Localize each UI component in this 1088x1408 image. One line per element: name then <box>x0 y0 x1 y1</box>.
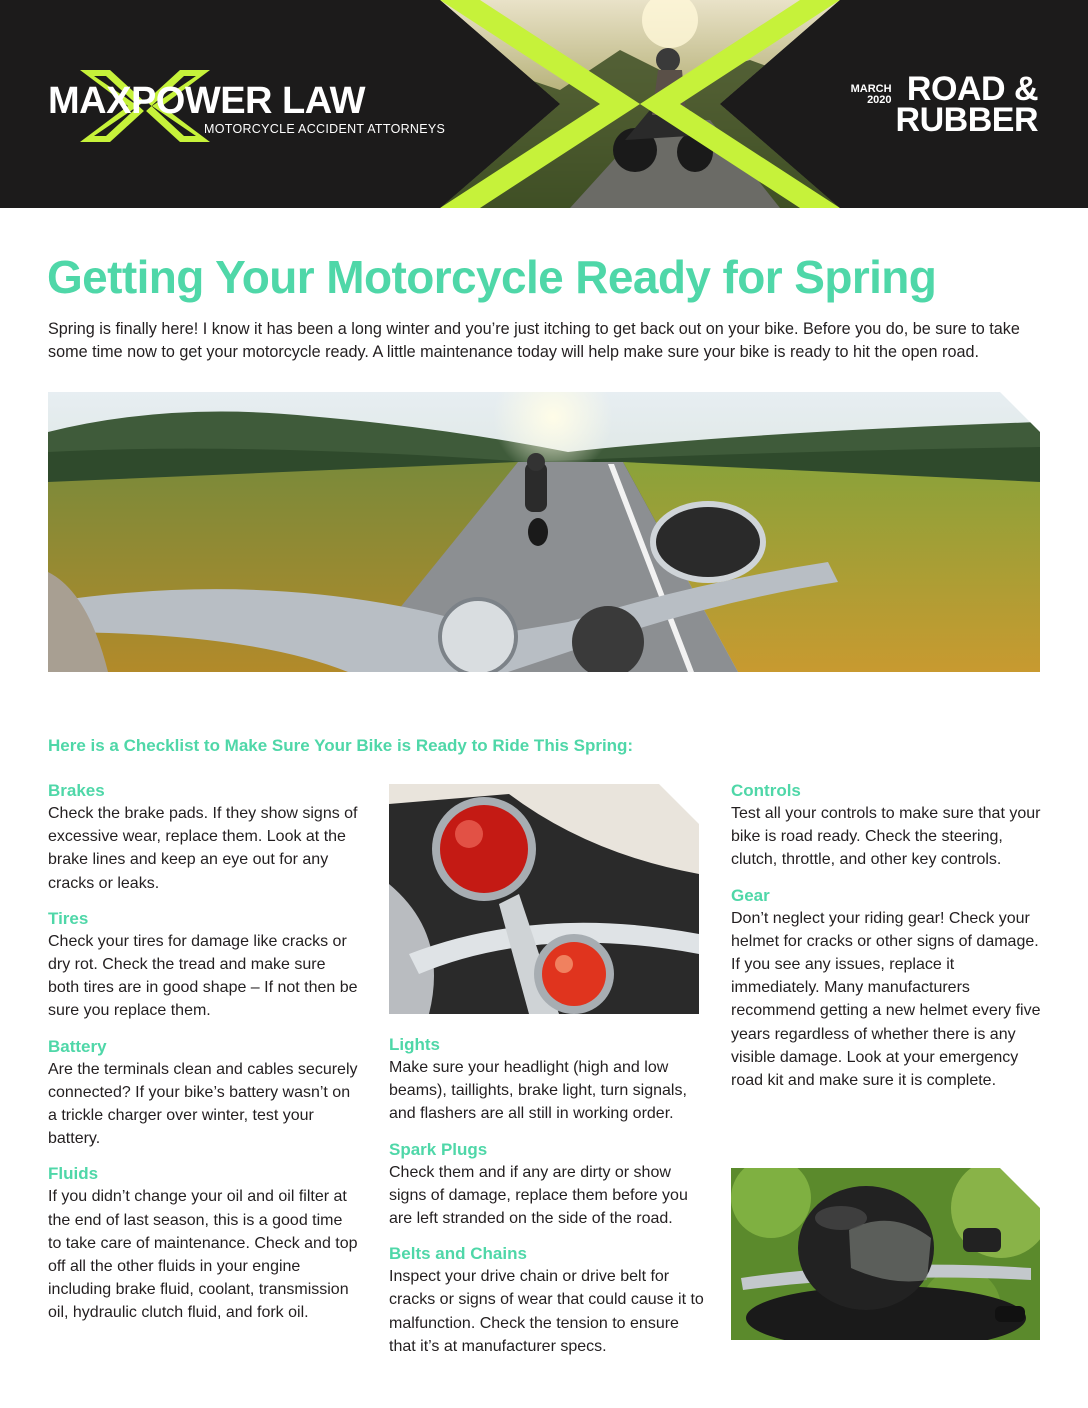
brand-logo[interactable] <box>48 68 446 144</box>
newsletter-masthead <box>850 70 1038 139</box>
item-body: Check your tires for damage like cracks or dry rot. Check the tread and make sure both tires are in good shape – If not then be sure you replace them. <box>48 932 358 1020</box>
item-body: Inspect your drive chain or drive belt for cracks or signs of wear that could cause it to malfunction. Check the tension to ensure that it’s at manufacturer specs. <box>389 1268 704 1355</box>
checklist-item-spark-plugs <box>389 1139 704 1231</box>
header-rider-photo <box>420 0 860 208</box>
checklist-item-belts-chains <box>389 1243 704 1358</box>
item-title: Belts and Chains <box>389 1244 527 1264</box>
issue-year: 2020 <box>867 94 892 106</box>
item-body: Make sure your headlight (high and low beams), taillights, brake light, turn signals, and flashers are all still in working order. <box>389 1059 687 1123</box>
taillight-illustration <box>389 784 699 1014</box>
page-title: Getting Your Motorcycle Ready for Spring <box>47 251 937 303</box>
newsletter-title-line1: ROAD & <box>906 70 1038 108</box>
issue-month: MARCH <box>850 83 892 95</box>
intro-paragraph: Spring is finally here! I know it has been a long winter and you’re just itching to get back out on your bike. Before you do, be sure to take some time now to get your motorcycle ready. A little maintenance today will help make sure your bike is ready to hit the open road. <box>48 320 1020 361</box>
checklist-column-right <box>731 780 1041 1105</box>
checklist-item-tires <box>48 908 360 1023</box>
logo-tagline: MOTORCYCLE ACCIDENT ATTORNEYS <box>204 122 446 136</box>
hero-road-photo <box>48 392 1040 672</box>
item-body: Don’t neglect your riding gear! Check your helmet for cracks or other signs of damage. If you see any issues, replace it immediately. Many manufacturers recommend getting a new helmet every five years regardless of whether there is any visible damage. Look at your emergency road kit and make sure it is complete. <box>731 909 1041 1090</box>
checklist-column-left <box>48 780 360 1338</box>
item-body: Are the terminals clean and cables securely connected? If your bike’s battery wasn’t on a trickle charger over winter, test your battery. <box>48 1060 358 1148</box>
item-title: Gear <box>731 885 770 905</box>
logo-wordmark: MAXPOWER LAW <box>48 80 365 122</box>
checklist-item-brakes <box>48 780 360 895</box>
item-title: Controls <box>731 781 801 800</box>
newsletter-title-line2: RUBBER <box>895 101 1038 139</box>
item-title: Lights <box>389 1035 440 1054</box>
checklist-heading: Here is a Checklist to Make Sure Your Bike is Ready to Ride This Spring: <box>48 736 634 755</box>
item-body: Test all your controls to make sure that your bike is road ready. Check the steering, clutch, throttle, and other key controls. <box>731 805 1041 869</box>
header-banner <box>0 0 1088 208</box>
taillight-photo <box>389 784 699 1014</box>
checklist-item-battery <box>48 1036 360 1151</box>
item-body: Check the brake pads. If they show signs of excessive wear, replace them. Look at the brake lines and keep an eye out for any cracks or leaks. <box>48 805 358 892</box>
checklist-item-gear <box>731 885 1041 1093</box>
checklist-item-fluids <box>48 1163 360 1324</box>
checklist-item-lights <box>389 1034 704 1126</box>
checklist-column-middle <box>389 1034 704 1371</box>
hero-illustration <box>48 392 1040 672</box>
item-body: If you didn’t change your oil and oil filter at the end of last season, this is a good time to take care of maintenance. Check and top off all the other fluids in your engine including brake fluid, coolant, transmission oil, hydraulic clutch fluid, and fork oil. <box>48 1188 358 1322</box>
helmet-illustration <box>731 1168 1040 1340</box>
item-title: Tires <box>48 908 89 928</box>
item-title: Fluids <box>48 1164 99 1184</box>
item-title: Brakes <box>48 781 105 800</box>
item-title: Spark Plugs <box>389 1139 488 1159</box>
issue-date <box>846 84 892 106</box>
item-title: Battery <box>48 1036 107 1056</box>
checklist-item-controls <box>731 780 1041 872</box>
helmet-photo <box>731 1168 1040 1340</box>
item-body: Check them and if any are dirty or show signs of damage, replace them before you are left stranded on the side of the road. <box>389 1163 688 1228</box>
